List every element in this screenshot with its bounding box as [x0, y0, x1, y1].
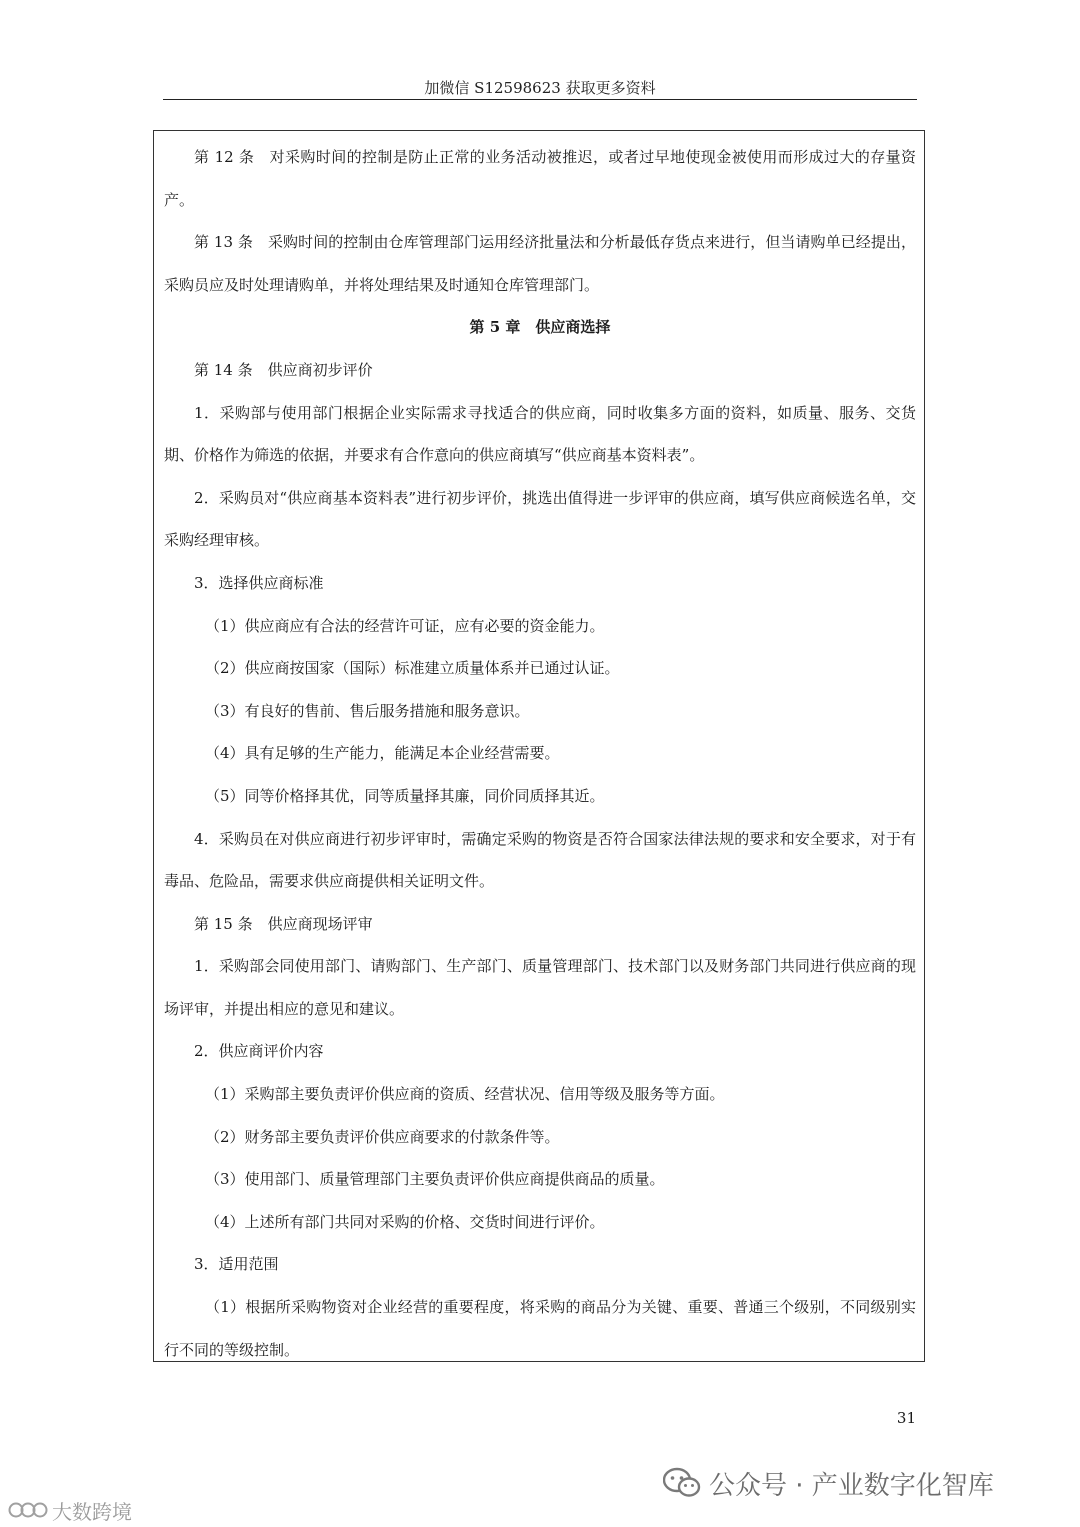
document-body [164, 136, 916, 1371]
article-13: 第 13 条 采购时间的控制由仓库管理部门运用经济批量法和分析最低存货点来进行，但当请购单已经提出，采购员应及时处理请购单，并将处理结果及时通知仓库管理部门。 [164, 233, 916, 294]
article-14-item-2: 2．采购员对“供应商基本资料表”进行初步评价，挑选出值得进一步评审的供应商，填写供应商候选名单，交采购经理审核。 [164, 488, 916, 550]
page-number: 31 [896, 1409, 916, 1427]
criteria-2: （2）供应商按国家（国际）标准建立质量体系并已通过认证。 [205, 659, 620, 678]
article-14-heading: 第 14 条 供应商初步评价 [194, 360, 373, 379]
article-15-heading: 第 15 条 供应商现场评审 [194, 914, 373, 933]
criteria-1: （1）供应商应有合法的经营许可证，应有必要的资金能力。 [205, 616, 605, 635]
article-15-item-2: 2．供应商评价内容 [194, 1042, 324, 1061]
article-14-item-4: 4．采购员在对供应商进行初步评审时，需确定采购的物资是否符合国家法律法规的要求和安全要求，对于有毒品、危险品，需要求供应商提供相关证明文件。 [164, 829, 916, 891]
criteria-5: （5）同等价格择其优，同等质量择其廉，同价同质择其近。 [205, 786, 605, 805]
watermark-text: 大数跨境 [52, 1499, 132, 1524]
scope-1: （1）根据所采购物资对企业经营的重要程度，将采购的商品分为关键、重要、普通三个级别，不同级别实行不同的等级控制。 [164, 1298, 916, 1359]
header-rule [163, 99, 917, 100]
evaluation-2: （2）财务部主要负责评价供应商要求的付款条件等。 [205, 1127, 560, 1146]
article-15-item-3: 3．适用范围 [194, 1255, 279, 1274]
wechat-account-label [663, 1465, 994, 1501]
wechat-account-text: 公众号 · 产业数字化智库 [709, 1470, 994, 1501]
criteria-4: （4）具有足够的生产能力，能满足本企业经营需要。 [205, 744, 560, 763]
article-14-item-1: 1．采购部与使用部门根据企业实际需求寻找适合的供应商，同时收集多方面的资料，如质量、服务、交货期、价格作为筛选的依据，并要求有合作意向的供应商填写“供应商基本资料表”。 [164, 403, 916, 465]
chapter-title: 第 5 章 供应商选择 [469, 318, 611, 337]
watermark [8, 1497, 132, 1523]
evaluation-1: （1）采购部主要负责评价供应商的资质、经营状况、信用等级及服务等方面。 [205, 1085, 725, 1104]
criteria-3: （3）有良好的售前、售后服务措施和服务意识。 [205, 701, 530, 720]
page-header: 加微信 S12598623 获取更多资料 [424, 79, 656, 97]
evaluation-3: （3）使用部门、质量管理部门主要负责评价供应商提供商品的质量。 [205, 1170, 665, 1189]
article-14-item-3: 3．选择供应商标准 [194, 573, 324, 592]
evaluation-4: （4）上述所有部门共同对采购的价格、交货时间进行评价。 [205, 1212, 605, 1231]
watermark-logo-icon [8, 1499, 48, 1521]
article-15-item-1: 1．采购部会同使用部门、请购部门、生产部门、质量管理部门、技术部门以及财务部门共同进行供应商的现场评审，并提出相应的意见和建议。 [164, 957, 916, 1018]
wechat-icon [663, 1467, 701, 1499]
article-12: 第 12 条 对采购时间的控制是防止正常的业务活动被推迟，或者过早地使现金被使用而形成过大的存量资产。 [164, 148, 916, 209]
